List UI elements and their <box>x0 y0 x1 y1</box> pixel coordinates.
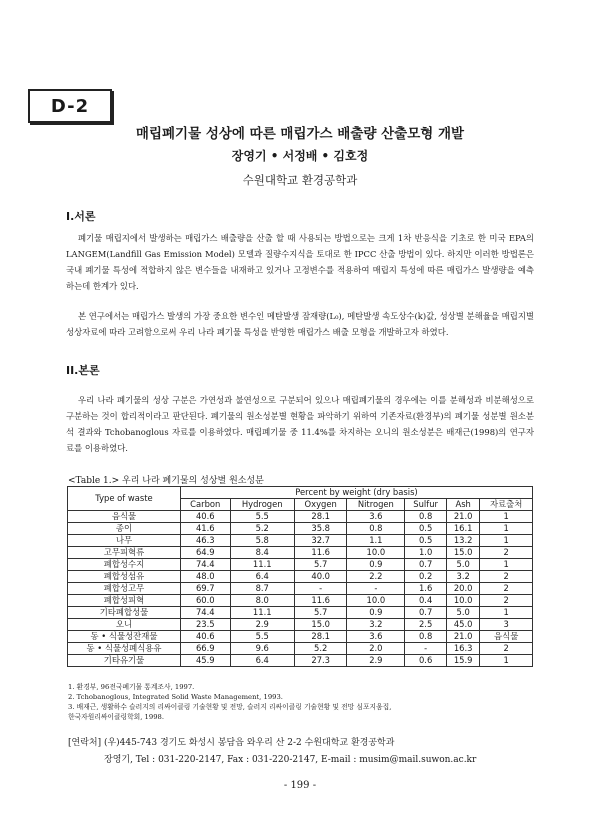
table-row <box>68 547 533 559</box>
table-cell: 40.0 <box>294 571 347 583</box>
table-cell: 2.9 <box>347 655 405 667</box>
table-cell: 2.9 <box>230 619 294 631</box>
table-cell: 9.6 <box>230 643 294 655</box>
table-row <box>68 655 533 667</box>
table-cell: 21.0 <box>447 511 480 523</box>
col-carbon: Carbon <box>181 499 231 511</box>
table-row-label: 동 • 식물성폐식용유 <box>68 643 181 655</box>
table-cell: 10.0 <box>447 595 480 607</box>
table-cell: 0.9 <box>347 559 405 571</box>
table-cell: 5.0 <box>447 607 480 619</box>
table-row <box>68 571 533 583</box>
table-cell: 40.6 <box>181 631 231 643</box>
table-body <box>68 511 533 667</box>
col-source: 자료출처 <box>480 499 533 511</box>
table-cell: 0.4 <box>405 595 447 607</box>
table-cell: 1 <box>480 523 533 535</box>
table-cell: 11.6 <box>294 595 347 607</box>
table-cell: 41.6 <box>181 523 231 535</box>
table-cell: 8.0 <box>230 595 294 607</box>
table-cell: 1.1 <box>347 535 405 547</box>
table-cell: 16.1 <box>447 523 480 535</box>
table-cell: - <box>405 643 447 655</box>
table-cell: 2 <box>480 583 533 595</box>
intro-heading: I.서론 <box>66 210 96 223</box>
table-row-label: 기타유기물 <box>68 655 181 667</box>
table-cell: 2 <box>480 547 533 559</box>
table-row-label: 고무피혁류 <box>68 547 181 559</box>
waste-composition-table <box>67 486 533 667</box>
table-cell: 0.2 <box>405 571 447 583</box>
table-cell: 32.7 <box>294 535 347 547</box>
table-row <box>68 523 533 535</box>
table-cell: 11.6 <box>294 547 347 559</box>
table-row-label: 폐합성섬유 <box>68 571 181 583</box>
author-list: 장영기 • 서정배 • 김호정 <box>231 149 369 163</box>
table-row <box>68 643 533 655</box>
table-cell: 음식물 <box>480 631 533 643</box>
table-cell: 11.1 <box>230 559 294 571</box>
table-cell: 3.2 <box>347 619 405 631</box>
table-row-label: 종이 <box>68 523 181 535</box>
table-cell: 10.0 <box>347 547 405 559</box>
table-cell: 15.0 <box>294 619 347 631</box>
table-row <box>68 559 533 571</box>
table-row <box>68 511 533 523</box>
table-cell: 0.7 <box>405 559 447 571</box>
table-row <box>68 595 533 607</box>
table-cell: 15.9 <box>447 655 480 667</box>
table-cell: 0.5 <box>405 523 447 535</box>
table-row-label: 폐합성고무 <box>68 583 181 595</box>
section-code-box: D-2 <box>28 89 112 123</box>
table-cell: 28.1 <box>294 511 347 523</box>
table-cell: 0.8 <box>347 523 405 535</box>
table-cell: 23.5 <box>181 619 231 631</box>
table-cell: 5.0 <box>447 559 480 571</box>
col-ash: Ash <box>447 499 480 511</box>
table-cell: 1 <box>480 559 533 571</box>
table-cell: 1.0 <box>405 547 447 559</box>
table-caption: <Table 1.> 우리 나라 폐기물의 성상별 원소성분 <box>68 476 264 486</box>
table-row <box>68 631 533 643</box>
table-cell: 0.9 <box>347 607 405 619</box>
table-cell: 3.6 <box>347 511 405 523</box>
table-cell: 74.4 <box>181 607 231 619</box>
table-cell: 35.8 <box>294 523 347 535</box>
table-cell: 21.0 <box>447 631 480 643</box>
col-hydrogen: Hydrogen <box>230 499 294 511</box>
header-type-of-waste: Type of waste <box>68 487 181 511</box>
table-cell: 0.8 <box>405 511 447 523</box>
table-cell: 6.4 <box>230 655 294 667</box>
table-cell: 5.5 <box>230 631 294 643</box>
table-cell: 64.9 <box>181 547 231 559</box>
table-note: 1. 환경부, 96전국폐기물 통계조사, 1997. <box>68 683 195 691</box>
table-row-label: 기타폐합성물 <box>68 607 181 619</box>
table-cell: 8.7 <box>230 583 294 595</box>
table-cell: 0.7 <box>405 607 447 619</box>
table-cell: 13.2 <box>447 535 480 547</box>
table-cell: 2 <box>480 643 533 655</box>
table-cell: 45.9 <box>181 655 231 667</box>
table-cell: 5.7 <box>294 559 347 571</box>
table-cell: 3 <box>480 619 533 631</box>
table-notes <box>68 682 391 722</box>
table-cell: 74.4 <box>181 559 231 571</box>
table-row-label: 나무 <box>68 535 181 547</box>
table-cell: 2 <box>480 571 533 583</box>
table-cell: 6.4 <box>230 571 294 583</box>
table-cell: 3.6 <box>347 631 405 643</box>
table-cell: 2 <box>480 595 533 607</box>
header-percent-by-weight: Percent by weight (dry basis) <box>181 487 533 499</box>
table-cell: 60.0 <box>181 595 231 607</box>
table-row <box>68 619 533 631</box>
table-cell: 5.7 <box>294 607 347 619</box>
paper-title: 매립폐기물 성상에 따른 매립가스 배출량 산출모형 개발 <box>135 126 465 142</box>
table-row-label: 음식물 <box>68 511 181 523</box>
table-cell: 2.2 <box>347 571 405 583</box>
table-cell: 20.0 <box>447 583 480 595</box>
page-number: - 199 - <box>283 780 317 791</box>
table-cell: 15.0 <box>447 547 480 559</box>
table-cell: 3.2 <box>447 571 480 583</box>
table-cell: 48.0 <box>181 571 231 583</box>
table-cell: 0.8 <box>405 631 447 643</box>
table-cell: 5.2 <box>230 523 294 535</box>
table-cell: 10.0 <box>347 595 405 607</box>
table-cell: 1 <box>480 535 533 547</box>
table-cell: 16.3 <box>447 643 480 655</box>
table-cell: 5.5 <box>230 511 294 523</box>
contact-address: [연락처] (우)445-743 경기도 화성시 봉담읍 와우리 산 2-2 수원대학교 환경공학과 <box>68 738 395 748</box>
col-sulfur: Sulfur <box>405 499 447 511</box>
table-row-label: 폐합성피혁 <box>68 595 181 607</box>
col-oxygen: Oxygen <box>294 499 347 511</box>
contact-info <box>68 735 476 769</box>
table-cell: 40.6 <box>181 511 231 523</box>
col-nitrogen: Nitrogen <box>347 499 405 511</box>
table-cell: 0.5 <box>405 535 447 547</box>
table-cell: 2.5 <box>405 619 447 631</box>
table-cell: 27.3 <box>294 655 347 667</box>
table-note: 한국자원리싸이클링학회, 1998. <box>68 713 165 721</box>
intro-paragraph-2: 본 연구에서는 매립가스 발생의 가장 중요한 변수인 메탄발생 잠재량(L₀), 메탄발생 속도상수(k)값, 성상별 분해율을 매립지별 성상자료에 따라 고려함으로써 우리 나라 폐기물 특성을 반영한 매립가스 배출 모형을 개발하고자 하였다. <box>66 311 534 337</box>
table-cell: 1 <box>480 511 533 523</box>
table-cell: 11.1 <box>230 607 294 619</box>
table-row-label: 동 • 식물성잔재물 <box>68 631 181 643</box>
body-heading: II.본론 <box>66 364 100 377</box>
table-row <box>68 535 533 547</box>
table-cell: 66.9 <box>181 643 231 655</box>
table-cell: 5.8 <box>230 535 294 547</box>
table-note: 3. 배재근, 생활하수 슬러지의 리싸이클링 기술현황 및 전망, 슬러지 리싸이클링 기술현황 및 전망 심포지움집, <box>68 703 392 711</box>
table-note: 2. Tchobanoglous, Integrated Solid Waste Management, 1993. <box>68 693 283 701</box>
body-paragraph-1: 우리 나라 폐기물의 성상 구분은 가연성과 불연성으로 구분되어 있으나 매립폐기물의 경우에는 이를 분해성과 비분해성으로 구분하는 것이 합리적이라고 판단된다. 폐기물의 원소성분별 현황을 파악하기 위하여 기존자료(환경부)의 폐기물 성분별 원소분석 결과와 Tchobanoglous 자료를 이용하였다. 매립폐기물 중 11.4%를 차지하는 오니의 원소성분은 배재근(1998)의 연구자료를 이용하였다. <box>66 395 534 453</box>
table-row <box>68 607 533 619</box>
table-row-label: 오니 <box>68 619 181 631</box>
intro-paragraph-1: 폐기물 매립지에서 발생하는 매립가스 배출량을 산출 할 때 사용되는 방법으로는 크게 1차 반응식을 기초로 한 미국 EPA의 LANGEM(Landfill Gas Emission Model) 모델과 질량수지식을 토대로 한 IPCC 산출 방법이 있다. 하지만 이러한 방법론은 국내 폐기물 특성에 적합하지 않은 변수들을 내재하고 있거나 고정변수를 적용하여 매립지 특성에 따른 매립가스 발생량을 예측하는데 한계가 있다. <box>66 233 534 291</box>
table-cell: 46.3 <box>181 535 231 547</box>
table-cell: - <box>347 583 405 595</box>
contact-details: 장영기, Tel : 031-220-2147, Fax : 031-220-2147, E-mail : musim@mail.suwon.ac.kr <box>104 755 477 765</box>
table-cell: 1 <box>480 607 533 619</box>
table-cell: - <box>294 583 347 595</box>
table-cell: 8.4 <box>230 547 294 559</box>
table-cell: 2.0 <box>347 643 405 655</box>
table-row <box>68 583 533 595</box>
table-cell: 1.6 <box>405 583 447 595</box>
table-cell: 0.6 <box>405 655 447 667</box>
table-cell: 28.1 <box>294 631 347 643</box>
table-cell: 5.2 <box>294 643 347 655</box>
affiliation: 수원대학교 환경공학과 <box>242 173 358 187</box>
table-cell: 1 <box>480 655 533 667</box>
table-row-label: 폐합성수지 <box>68 559 181 571</box>
table-cell: 69.7 <box>181 583 231 595</box>
table-cell: 45.0 <box>447 619 480 631</box>
